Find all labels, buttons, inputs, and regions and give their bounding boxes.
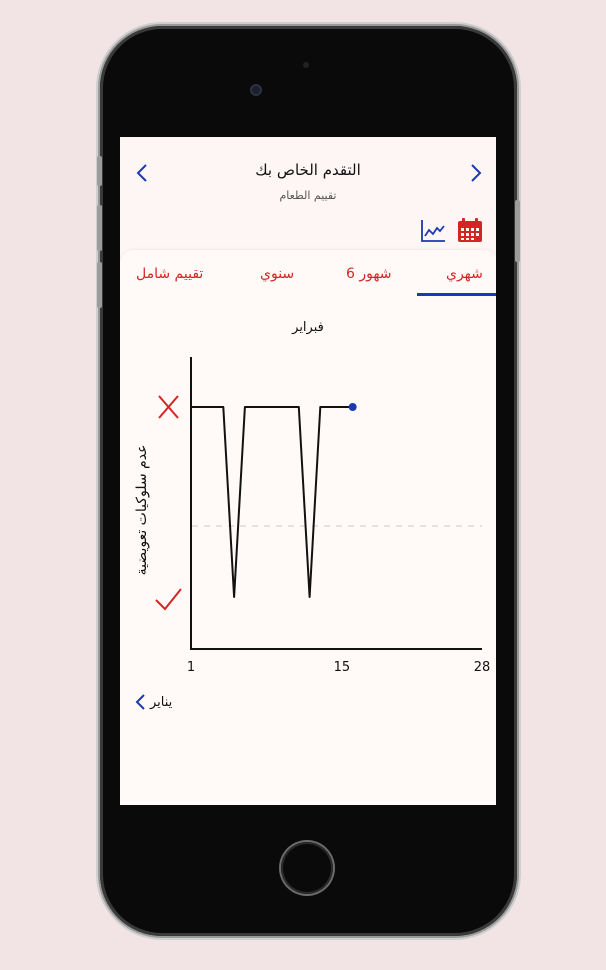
series-line — [191, 407, 353, 597]
home-button[interactable] — [281, 842, 333, 894]
x-tick-label: 15 — [333, 660, 351, 675]
earpiece-speaker — [303, 62, 309, 68]
x-tick-label: 1 — [186, 660, 196, 675]
front-camera — [250, 84, 262, 96]
power-button — [515, 200, 520, 262]
chart-title: فبراير — [292, 320, 324, 335]
page-subtitle: تقييم الطعام — [279, 189, 337, 202]
x-mark-icon — [159, 396, 178, 418]
volume-up-button — [97, 205, 102, 251]
tab-monthly[interactable]: شهري — [446, 266, 483, 282]
prev-month-link[interactable] — [134, 693, 172, 711]
progress-chart — [120, 137, 496, 697]
check-mark-icon — [156, 589, 181, 609]
tab-overall[interactable]: تقييم شامل — [136, 266, 204, 282]
chevron-left-icon — [134, 693, 146, 711]
app-screen — [120, 137, 496, 805]
prev-month-label: يناير — [150, 694, 173, 710]
tab-6-months[interactable]: 6 شهور — [346, 266, 392, 282]
mute-switch — [97, 156, 102, 186]
y-axis-label: عدم سلوكيات تعويضية — [134, 444, 150, 576]
series-end-point — [349, 403, 357, 411]
volume-down-button — [97, 262, 102, 308]
tab-yearly[interactable]: سنوي — [260, 266, 295, 282]
page-title: التقدم الخاص بك — [255, 161, 361, 179]
x-tick-label: 28 — [473, 660, 491, 675]
